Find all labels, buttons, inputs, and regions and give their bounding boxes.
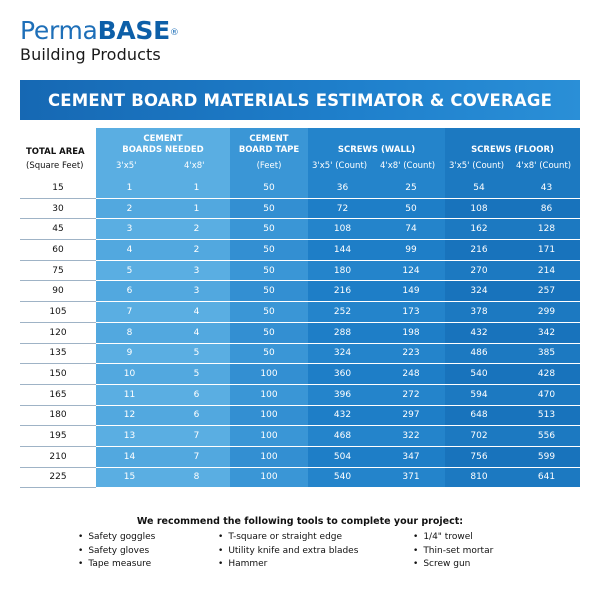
cell-boards-3x5: 3 (96, 219, 163, 239)
cell-floor-3x5: 432 (445, 323, 513, 343)
header-tape-title-2: BOARD TAPE (238, 145, 300, 155)
table-row (20, 344, 580, 365)
cell-boards-4x8: 5 (163, 344, 230, 364)
cell-area: 75 (20, 261, 96, 282)
header-floor-title: SCREWS (FLOOR) (471, 145, 554, 155)
cell-tape: 50 (230, 302, 308, 322)
cell-area: 45 (20, 219, 96, 240)
cell-boards-4x8: 7 (163, 447, 230, 467)
cell-floor-3x5: 270 (445, 261, 513, 281)
table-row (20, 240, 580, 261)
cell-wall-4x8: 248 (377, 364, 445, 384)
cell-floor-4x8: 385 (513, 344, 580, 364)
cell-floor-3x5: 378 (445, 302, 513, 322)
cell-wall-4x8: 347 (377, 447, 445, 467)
cell-boards-3x5: 9 (96, 344, 163, 364)
cell-boards-4x8: 6 (163, 406, 230, 426)
cell-boards-3x5: 2 (96, 199, 163, 219)
cell-boards-4x8: 8 (163, 468, 230, 488)
table-row (20, 178, 580, 199)
table-row (20, 406, 580, 427)
header-floor-4x8: 4'x8' (Count) (516, 161, 572, 171)
cell-floor-4x8: 641 (513, 468, 580, 488)
cell-boards-4x8: 5 (163, 364, 230, 384)
header-screws-wall (308, 128, 445, 178)
brand-name-regular: Perma (20, 16, 98, 45)
table-row (20, 281, 580, 302)
header-total-area (20, 128, 96, 178)
cell-tape: 50 (230, 323, 308, 343)
trademark-symbol: ® (169, 28, 179, 38)
cell-floor-3x5: 594 (445, 385, 513, 405)
cell-wall-4x8: 272 (377, 385, 445, 405)
header-board-tape (230, 128, 308, 178)
list-item: • T-square or straight edge (218, 531, 358, 545)
cell-floor-4x8: 428 (513, 364, 580, 384)
cell-tape: 100 (230, 364, 308, 384)
estimator-table (20, 128, 580, 488)
table-row (20, 302, 580, 323)
tools-list-2 (218, 531, 358, 572)
cell-boards-3x5: 8 (96, 323, 163, 343)
cell-wall-4x8: 50 (377, 199, 445, 219)
cell-wall-3x5: 432 (308, 406, 377, 426)
cell-floor-4x8: 599 (513, 447, 580, 467)
cell-tape: 50 (230, 261, 308, 281)
cell-floor-4x8: 513 (513, 406, 580, 426)
table-row (20, 468, 580, 489)
cell-boards-3x5: 1 (96, 178, 163, 198)
cell-tape: 100 (230, 385, 308, 405)
cell-floor-3x5: 756 (445, 447, 513, 467)
cell-floor-4x8: 214 (513, 261, 580, 281)
cell-wall-3x5: 288 (308, 323, 377, 343)
cell-tape: 100 (230, 426, 308, 446)
cell-floor-3x5: 810 (445, 468, 513, 488)
cell-floor-4x8: 470 (513, 385, 580, 405)
list-item: • Screw gun (413, 558, 493, 572)
cell-boards-3x5: 12 (96, 406, 163, 426)
cell-boards-3x5: 7 (96, 302, 163, 322)
cell-boards-4x8: 2 (163, 240, 230, 260)
recommended-tools (20, 510, 580, 581)
cell-wall-3x5: 252 (308, 302, 377, 322)
cell-wall-4x8: 173 (377, 302, 445, 322)
cell-wall-4x8: 223 (377, 344, 445, 364)
cell-tape: 50 (230, 199, 308, 219)
cell-boards-4x8: 1 (163, 178, 230, 198)
cell-tape: 50 (230, 178, 308, 198)
list-item: • Thin-set mortar (413, 545, 493, 559)
cell-tape: 50 (230, 281, 308, 301)
cell-tape: 100 (230, 468, 308, 488)
brand-name (20, 18, 179, 44)
cell-floor-4x8: 342 (513, 323, 580, 343)
cell-boards-3x5: 13 (96, 426, 163, 446)
header-area-title: TOTAL AREA (26, 147, 85, 157)
cell-wall-3x5: 468 (308, 426, 377, 446)
cell-area: 195 (20, 426, 96, 447)
cell-area: 150 (20, 364, 96, 385)
tools-list-1 (78, 531, 155, 572)
header-boards-3x5: 3'x5' (116, 161, 137, 171)
cell-boards-3x5: 14 (96, 447, 163, 467)
cell-area: 60 (20, 240, 96, 261)
header-tape-title-1: CEMENT (249, 134, 289, 144)
cell-area: 105 (20, 302, 96, 323)
cell-tape: 50 (230, 240, 308, 260)
list-item: • Safety gloves (78, 545, 155, 559)
cell-wall-3x5: 396 (308, 385, 377, 405)
tools-title: We recommend the following tools to complete your project: (136, 516, 464, 527)
cell-boards-3x5: 4 (96, 240, 163, 260)
cell-wall-4x8: 99 (377, 240, 445, 260)
cell-wall-4x8: 124 (377, 261, 445, 281)
cell-boards-4x8: 7 (163, 426, 230, 446)
cell-boards-3x5: 6 (96, 281, 163, 301)
cell-wall-3x5: 216 (308, 281, 377, 301)
cell-area: 120 (20, 323, 96, 344)
cell-area: 225 (20, 468, 96, 489)
cell-floor-4x8: 128 (513, 219, 580, 239)
header-floor-3x5: 3'x5' (Count) (449, 161, 505, 171)
cell-boards-4x8: 4 (163, 323, 230, 343)
table-row (20, 447, 580, 468)
cell-floor-3x5: 702 (445, 426, 513, 446)
cell-floor-4x8: 299 (513, 302, 580, 322)
header-tape-unit: (Feet) (256, 161, 282, 171)
cell-wall-3x5: 36 (308, 178, 377, 198)
cell-floor-3x5: 162 (445, 219, 513, 239)
cell-wall-3x5: 504 (308, 447, 377, 467)
cell-wall-3x5: 540 (308, 468, 377, 488)
cell-boards-3x5: 10 (96, 364, 163, 384)
cell-floor-3x5: 324 (445, 281, 513, 301)
table-row (20, 261, 580, 282)
list-item: • Utility knife and extra blades (218, 545, 358, 559)
cell-floor-4x8: 86 (513, 199, 580, 219)
cell-boards-4x8: 3 (163, 281, 230, 301)
table-row (20, 323, 580, 344)
cell-boards-4x8: 2 (163, 219, 230, 239)
cell-floor-4x8: 556 (513, 426, 580, 446)
cell-area: 90 (20, 281, 96, 302)
header-wall-3x5: 3'x5' (Count) (312, 161, 368, 171)
cell-tape: 50 (230, 344, 308, 364)
table-row (20, 219, 580, 240)
header-screws-floor (445, 128, 580, 178)
cell-boards-3x5: 11 (96, 385, 163, 405)
cell-tape: 100 (230, 447, 308, 467)
cell-wall-3x5: 180 (308, 261, 377, 281)
cell-area: 180 (20, 406, 96, 427)
cell-wall-4x8: 297 (377, 406, 445, 426)
table-header (20, 128, 580, 178)
cell-boards-4x8: 3 (163, 261, 230, 281)
cell-wall-3x5: 324 (308, 344, 377, 364)
header-wall-4x8: 4'x8' (Count) (380, 161, 436, 171)
cell-wall-3x5: 144 (308, 240, 377, 260)
cell-floor-3x5: 540 (445, 364, 513, 384)
cell-boards-4x8: 6 (163, 385, 230, 405)
cell-wall-3x5: 108 (308, 219, 377, 239)
cell-floor-3x5: 108 (445, 199, 513, 219)
table-row (20, 364, 580, 385)
cell-area: 165 (20, 385, 96, 406)
cell-floor-4x8: 43 (513, 178, 580, 198)
cell-floor-4x8: 171 (513, 240, 580, 260)
table-row (20, 385, 580, 406)
header-cement-boards (96, 128, 230, 178)
table-row (20, 199, 580, 220)
cell-floor-3x5: 54 (445, 178, 513, 198)
cell-boards-4x8: 1 (163, 199, 230, 219)
table-row (20, 426, 580, 447)
brand-logo (20, 18, 179, 64)
cell-floor-3x5: 486 (445, 344, 513, 364)
cell-tape: 50 (230, 219, 308, 239)
tools-list-3 (413, 531, 493, 572)
cell-boards-3x5: 15 (96, 468, 163, 488)
cell-floor-3x5: 648 (445, 406, 513, 426)
list-item: • 1/4" trowel (413, 531, 493, 545)
cell-area: 210 (20, 447, 96, 468)
brand-name-bold: BASE (97, 16, 170, 45)
cell-wall-4x8: 322 (377, 426, 445, 446)
cell-wall-4x8: 198 (377, 323, 445, 343)
header-area-subtitle: (Square Feet) (26, 161, 84, 171)
header-boards-title-2: BOARDS NEEDED (122, 145, 204, 155)
header-boards-title-1: CEMENT (143, 134, 183, 144)
table-body (20, 178, 580, 488)
header-boards-4x8: 4'x8' (184, 161, 205, 171)
cell-wall-3x5: 72 (308, 199, 377, 219)
cell-boards-4x8: 4 (163, 302, 230, 322)
list-item: • Safety goggles (78, 531, 155, 545)
estimator-banner: CEMENT BOARD MATERIALS ESTIMATOR & COVERAGE (20, 80, 580, 120)
cell-wall-4x8: 371 (377, 468, 445, 488)
cell-area: 135 (20, 344, 96, 365)
list-item: • Tape measure (78, 558, 155, 572)
brand-subtitle: Building Products (20, 45, 161, 64)
cell-area: 30 (20, 199, 96, 220)
cell-area: 15 (20, 178, 96, 199)
cell-floor-4x8: 257 (513, 281, 580, 301)
cell-wall-3x5: 360 (308, 364, 377, 384)
cell-floor-3x5: 216 (445, 240, 513, 260)
cell-wall-4x8: 25 (377, 178, 445, 198)
cell-wall-4x8: 74 (377, 219, 445, 239)
cell-wall-4x8: 149 (377, 281, 445, 301)
list-item: • Hammer (218, 558, 358, 572)
cell-tape: 100 (230, 406, 308, 426)
cell-boards-3x5: 5 (96, 261, 163, 281)
header-wall-title: SCREWS (WALL) (337, 145, 416, 155)
